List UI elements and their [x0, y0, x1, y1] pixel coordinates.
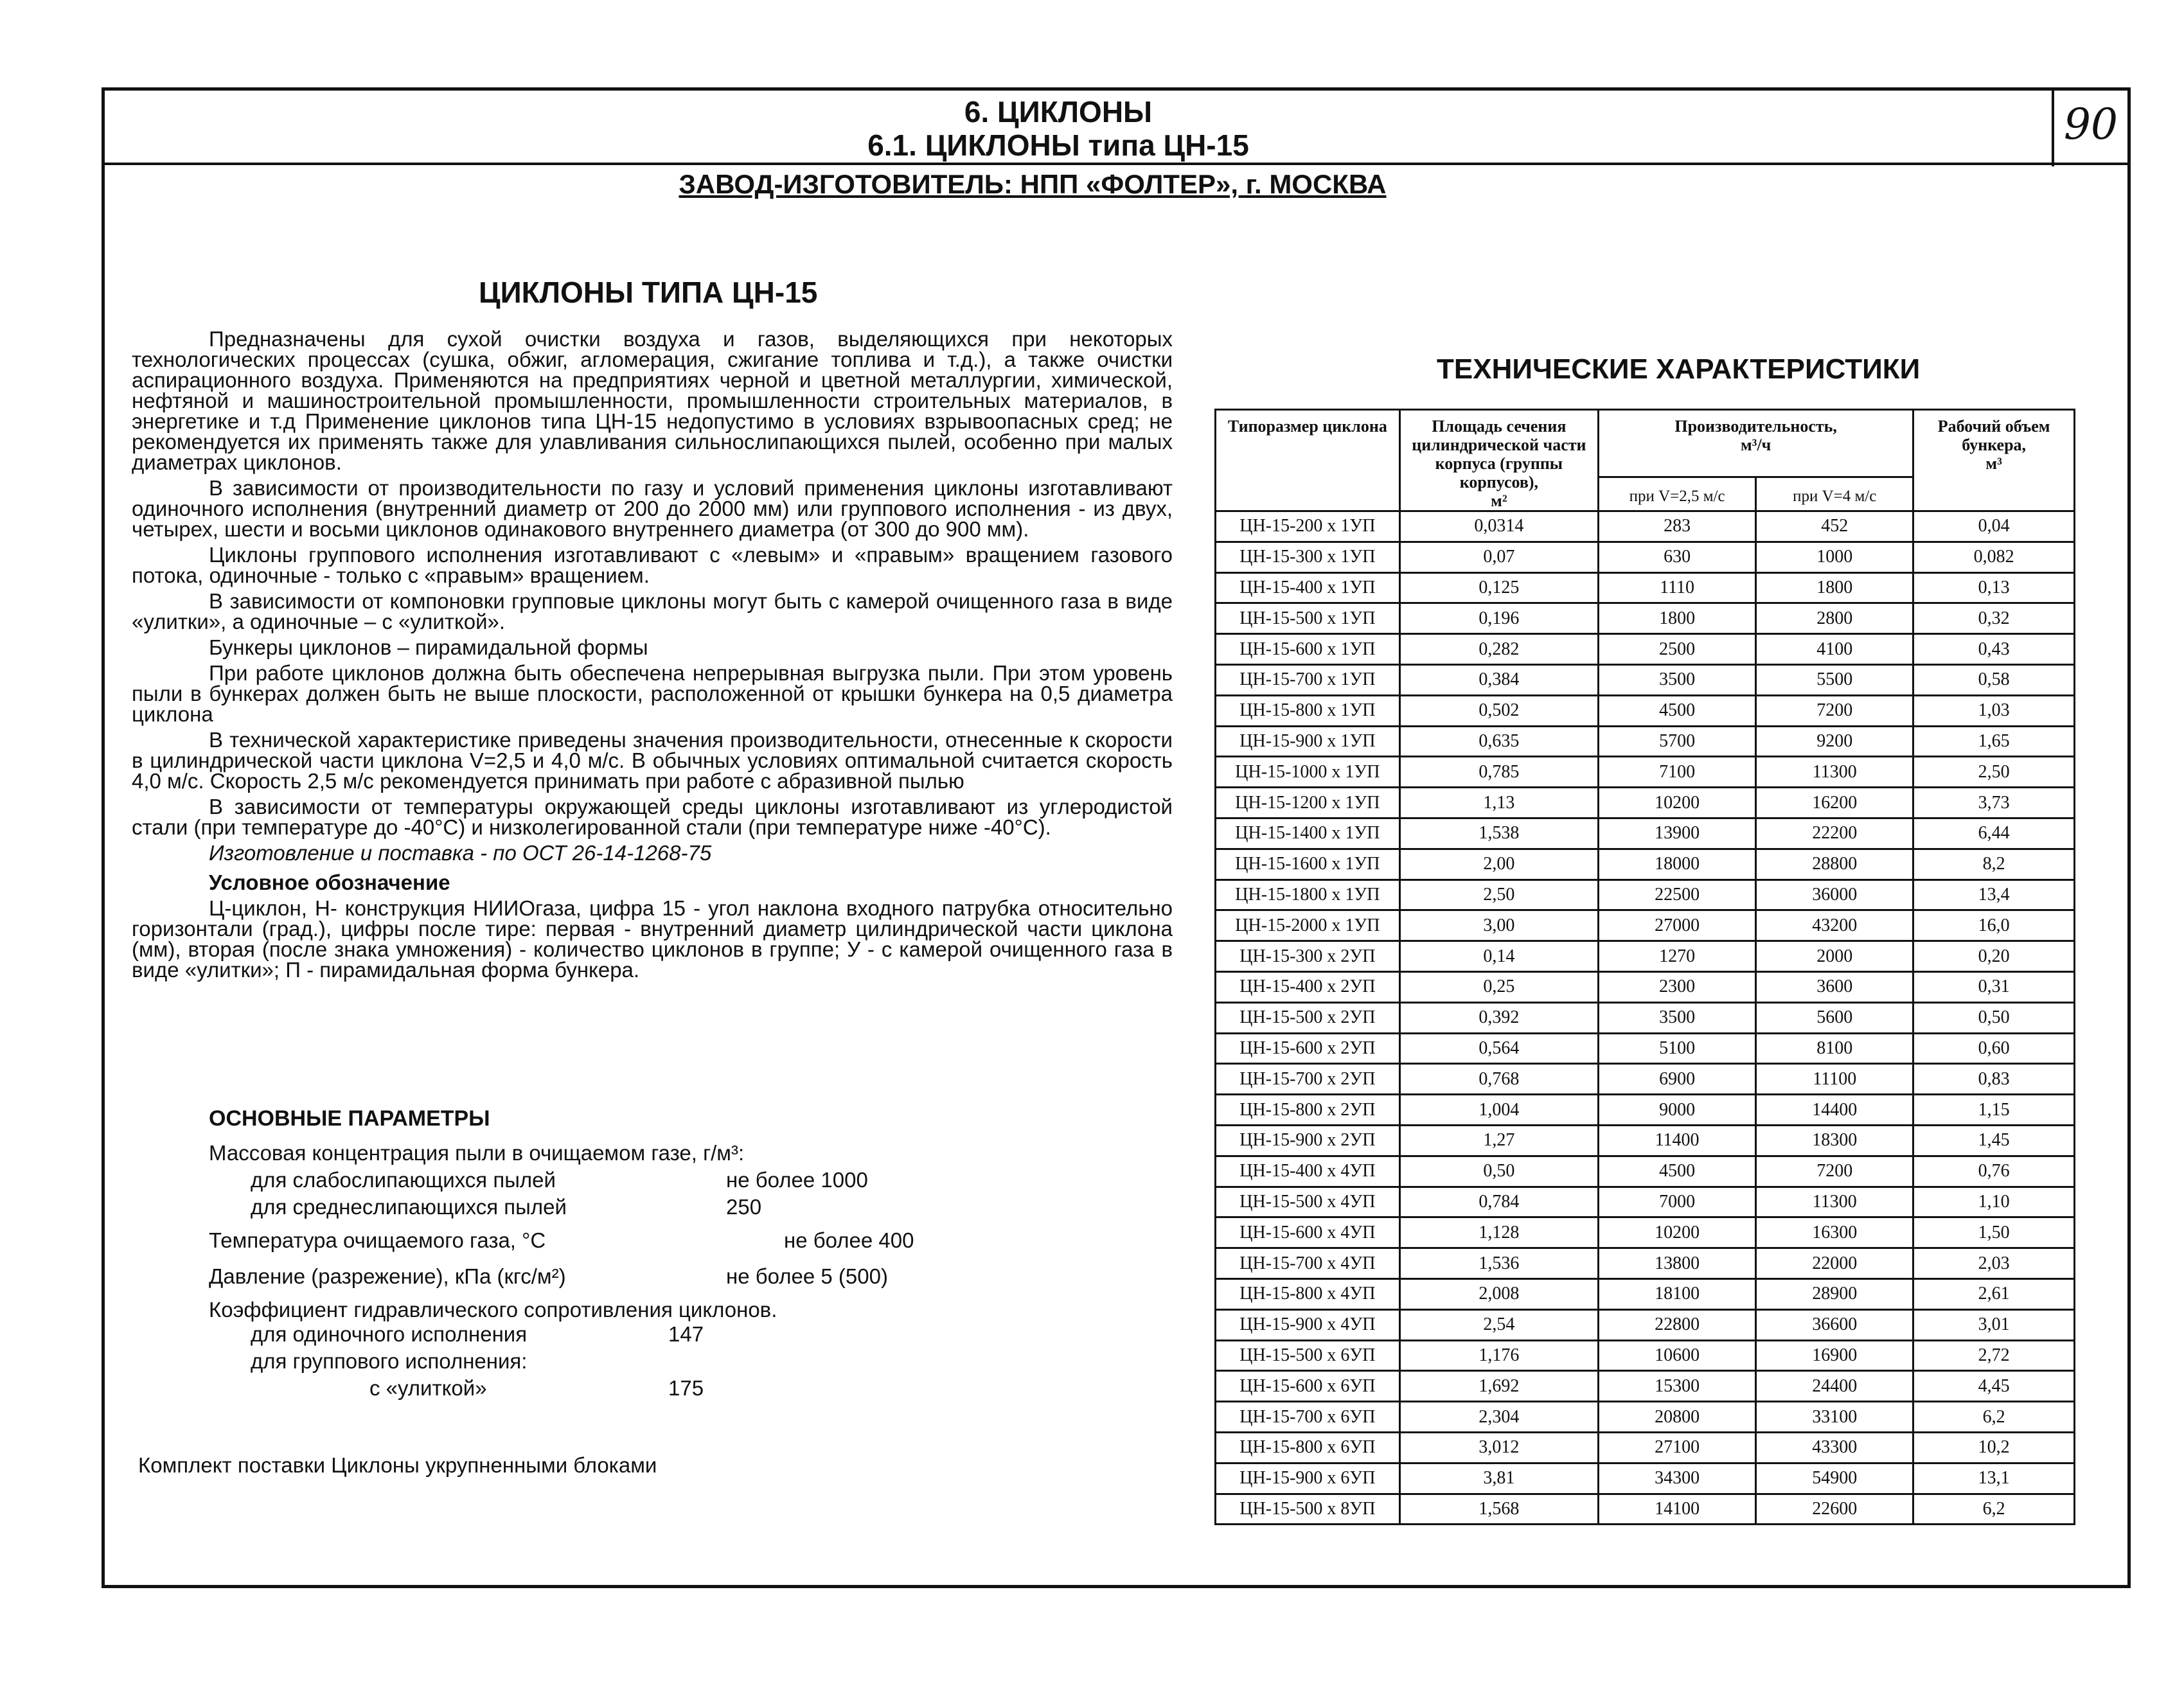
cell-area: 1,004	[1399, 1095, 1598, 1126]
cell-type: ЦН-15-900 х 6УП	[1216, 1463, 1400, 1494]
page-number-box	[2052, 91, 2127, 166]
cell-bunker: 0,31	[1913, 971, 2075, 1002]
cell-area: 0,502	[1399, 695, 1598, 726]
cell-type: ЦН-15-500 х 1УП	[1216, 603, 1400, 634]
cell-bunker: 2,03	[1913, 1248, 2075, 1279]
table-row	[1216, 634, 2075, 665]
cell-area: 0,784	[1399, 1187, 1598, 1217]
cell-capacity-v25: 1270	[1599, 941, 1756, 972]
header-capacity: Производительность, м³/ч	[1599, 410, 1913, 477]
table-row	[1216, 1033, 2075, 1064]
cell-bunker: 0,20	[1913, 941, 2075, 972]
header-bunker: Рабочий объем бункера, м³	[1913, 410, 2075, 511]
cell-type: ЦН-15-400 х 1УП	[1216, 572, 1400, 603]
cell-capacity-v25: 27100	[1599, 1432, 1756, 1463]
delivery-set: Комплект поставки Циклоны укрупненными блоками	[138, 1453, 657, 1477]
table-row	[1216, 572, 2075, 603]
table-row	[1216, 941, 2075, 972]
medium-label: для среднеслипающихся пылей	[251, 1195, 567, 1219]
cell-area: 1,176	[1399, 1340, 1598, 1371]
table-row	[1216, 1002, 2075, 1033]
cell-capacity-v25: 2500	[1599, 634, 1756, 665]
cell-area: 2,304	[1399, 1402, 1598, 1433]
cell-capacity-v25: 4500	[1599, 1156, 1756, 1187]
table-row	[1216, 849, 2075, 880]
cell-type: ЦН-15-2000 х 1УП	[1216, 910, 1400, 941]
cell-capacity-v4: 7200	[1756, 1156, 1913, 1187]
cell-type: ЦН-15-500 х 6УП	[1216, 1340, 1400, 1371]
table-row	[1216, 1402, 2075, 1433]
cell-capacity-v25: 13800	[1599, 1248, 1756, 1279]
paragraph: Циклоны группового исполнения изготавливают с «левым» и «правым» вращением газового потока, одиночные - только с «правым» вращением.	[132, 543, 1173, 587]
cell-type: ЦН-15-700 х 4УП	[1216, 1248, 1400, 1279]
description-block	[132, 329, 1173, 986]
cell-area: 1,13	[1399, 788, 1598, 818]
cell-capacity-v25: 2300	[1599, 971, 1756, 1002]
cell-capacity-v4: 43300	[1756, 1432, 1913, 1463]
cell-capacity-v25: 18000	[1599, 849, 1756, 880]
temp-label: Температура очищаемого газа, °С	[209, 1228, 546, 1252]
weak-value: не более 1000	[726, 1168, 868, 1192]
cell-capacity-v4: 36600	[1756, 1309, 1913, 1340]
cell-type: ЦН-15-200 х 1УП	[1216, 511, 1400, 542]
header-divider	[105, 163, 2127, 165]
cell-area: 0,392	[1399, 1002, 1598, 1033]
cell-type: ЦН-15-800 х 6УП	[1216, 1432, 1400, 1463]
cell-area: 0,0314	[1399, 511, 1598, 542]
cell-bunker: 2,61	[1913, 1278, 2075, 1309]
table-row	[1216, 1125, 2075, 1156]
cell-capacity-v4: 22200	[1756, 818, 1913, 849]
subsection-title: 6.1. ЦИКЛОНЫ типа ЦН-15	[867, 128, 1249, 162]
cell-capacity-v4: 36000	[1756, 880, 1913, 910]
cell-capacity-v25: 13900	[1599, 818, 1756, 849]
cell-area: 2,54	[1399, 1309, 1598, 1340]
paragraph: В технической характеристике приведены значения производительности, отнесенные к скорости в цилиндрической части циклона V=2,5 и 4,0 м/с. В обычных условиях оптимальной считается скорость 4,0 м/с. Скорость 2,5 м/с рекомендуется принимать при работе с абразивной пылью	[132, 728, 1173, 793]
section-title: 6. ЦИКЛОНЫ	[964, 95, 1153, 128]
cell-capacity-v25: 18100	[1599, 1278, 1756, 1309]
table-row	[1216, 1340, 2075, 1371]
cell-capacity-v25: 27000	[1599, 910, 1756, 941]
cell-area: 1,568	[1399, 1494, 1598, 1525]
table-row	[1216, 910, 2075, 941]
cell-type: ЦН-15-1000 х 1УП	[1216, 757, 1400, 788]
tech-table	[1214, 409, 2075, 1525]
header-v25: при V=2,5 м/с	[1599, 477, 1756, 511]
cell-type: ЦН-15-500 х 4УП	[1216, 1187, 1400, 1217]
cell-bunker: 0,43	[1913, 634, 2075, 665]
table-row	[1216, 1432, 2075, 1463]
cell-area: 2,50	[1399, 880, 1598, 910]
table-row	[1216, 1278, 2075, 1309]
cell-area: 1,27	[1399, 1125, 1598, 1156]
cell-capacity-v4: 4100	[1756, 634, 1913, 665]
cell-bunker: 8,2	[1913, 849, 2075, 880]
cell-type: ЦН-15-1200 х 1УП	[1216, 788, 1400, 818]
cell-area: 1,692	[1399, 1371, 1598, 1402]
main-title: ЦИКЛОНЫ ТИПА ЦН-15	[479, 276, 818, 309]
cell-bunker: 16,0	[1913, 910, 2075, 941]
cell-type: ЦН-15-1600 х 1УП	[1216, 849, 1400, 880]
cell-bunker: 1,15	[1913, 1095, 2075, 1126]
cell-type: ЦН-15-600 х 1УП	[1216, 634, 1400, 665]
designation-text: Ц-циклон, Н- конструкция НИИОгаза, цифра 15 - угол наклона входного патрубка относительно горизонтали (град.), цифры после тире: первая - внутренний диаметр цилиндрической части циклона (мм), вторая (после знака умножения) - количество циклонов в группе; У - с камерой очищенного газа в виде «улитки»; П - пирамидальная форма бункера.	[132, 896, 1173, 982]
paragraph: Предназначены для сухой очистки воздуха и газов, выделяющихся при некоторых технологических процессах (сушка, обжиг, агломерация, сжигание топлива и т.д.), а также очистки аспирационного воздуха. Применяются на предприятиях черной и цветной металлургии, химической, нефтяной и машиностроительной промышленности, промышленности строительных материалов, в энергетике и т.д Применение циклонов типа ЦН-15 недопустимо в условиях взрывоопасных сред; не рекомендуется их применять также для улавливания сильнослипающихся пылей, особенно при малых диаметрах циклонов.	[132, 327, 1173, 474]
cell-type: ЦН-15-600 х 6УП	[1216, 1371, 1400, 1402]
cell-bunker: 0,76	[1913, 1156, 2075, 1187]
cell-area: 0,564	[1399, 1033, 1598, 1064]
group-label: для группового исполнения:	[251, 1349, 528, 1373]
table-row	[1216, 1371, 2075, 1402]
cell-bunker: 1,50	[1913, 1217, 2075, 1248]
cell-area: 0,50	[1399, 1156, 1598, 1187]
cell-area: 1,538	[1399, 818, 1598, 849]
cell-capacity-v25: 7100	[1599, 757, 1756, 788]
paragraph: В зависимости от компоновки групповые циклоны могут быть с камерой очищенного газа в виде «улитки», а одиночные – с «улиткой».	[132, 589, 1173, 633]
cell-bunker: 13,4	[1913, 880, 2075, 910]
cell-capacity-v4: 22000	[1756, 1248, 1913, 1279]
cell-bunker: 10,2	[1913, 1432, 2075, 1463]
cell-capacity-v25: 11400	[1599, 1125, 1756, 1156]
cell-capacity-v25: 1800	[1599, 603, 1756, 634]
cell-bunker: 0,13	[1913, 572, 2075, 603]
cell-bunker: 2,72	[1913, 1340, 2075, 1371]
cell-area: 0,282	[1399, 634, 1598, 665]
cell-type: ЦН-15-500 х 8УП	[1216, 1494, 1400, 1525]
paragraph: Бункеры циклонов – пирамидальной формы	[209, 635, 648, 659]
cell-bunker: 3,01	[1913, 1309, 2075, 1340]
cell-area: 0,125	[1399, 572, 1598, 603]
cell-bunker: 1,65	[1913, 726, 2075, 757]
cell-capacity-v4: 452	[1756, 511, 1913, 542]
table-row	[1216, 1463, 2075, 1494]
cell-area: 1,128	[1399, 1217, 1598, 1248]
table-row	[1216, 788, 2075, 818]
cell-capacity-v4: 1800	[1756, 572, 1913, 603]
header-area: Площадь сечения цилиндрической части корпуса (группы корпусов), м²	[1399, 410, 1598, 511]
cell-capacity-v4: 28900	[1756, 1278, 1913, 1309]
table-row	[1216, 1064, 2075, 1095]
cell-bunker: 0,83	[1913, 1064, 2075, 1095]
cell-capacity-v25: 20800	[1599, 1402, 1756, 1433]
cell-bunker: 6,2	[1913, 1402, 2075, 1433]
cell-capacity-v4: 5500	[1756, 664, 1913, 695]
cell-bunker: 6,2	[1913, 1494, 2075, 1525]
cell-bunker: 6,44	[1913, 818, 2075, 849]
cell-type: ЦН-15-400 х 4УП	[1216, 1156, 1400, 1187]
paragraph: Изготовление и поставка - по ОСТ 26-14-1268-75	[209, 841, 712, 865]
cell-area: 3,00	[1399, 910, 1598, 941]
paragraph: При работе циклонов должна быть обеспечена непрерывная выгрузка пыли. При этом уровень пыли в бункерах должен быть не выше плоскости, расположенной от крышки бункера на 0,5 диаметра циклона	[132, 661, 1173, 726]
cell-capacity-v25: 7000	[1599, 1187, 1756, 1217]
cell-capacity-v4: 54900	[1756, 1463, 1913, 1494]
cell-capacity-v4: 3600	[1756, 971, 1913, 1002]
table-row	[1216, 971, 2075, 1002]
cell-area: 0,768	[1399, 1064, 1598, 1095]
cell-capacity-v4: 28800	[1756, 849, 1913, 880]
cell-capacity-v25: 10200	[1599, 788, 1756, 818]
table-row	[1216, 1309, 2075, 1340]
single-value: 147	[668, 1322, 704, 1346]
cell-capacity-v4: 8100	[1756, 1033, 1913, 1064]
cell-capacity-v25: 9000	[1599, 1095, 1756, 1126]
cell-bunker: 1,03	[1913, 695, 2075, 726]
cell-bunker: 0,04	[1913, 511, 2075, 542]
cell-capacity-v4: 11100	[1756, 1064, 1913, 1095]
conc-label: Массовая концентрация пыли в очищаемом газе, г/м³:	[209, 1141, 745, 1165]
cell-area: 2,00	[1399, 849, 1598, 880]
cell-area: 3,012	[1399, 1432, 1598, 1463]
cell-type: ЦН-15-800 х 2УП	[1216, 1095, 1400, 1126]
cell-capacity-v25: 34300	[1599, 1463, 1756, 1494]
cell-area: 1,536	[1399, 1248, 1598, 1279]
press-value: не более 5 (500)	[726, 1264, 888, 1288]
cell-area: 0,196	[1399, 603, 1598, 634]
cell-capacity-v25: 283	[1599, 511, 1756, 542]
cell-capacity-v4: 7200	[1756, 695, 1913, 726]
cell-capacity-v4: 2000	[1756, 941, 1913, 972]
cell-type: ЦН-15-800 х 1УП	[1216, 695, 1400, 726]
cell-type: ЦН-15-500 х 2УП	[1216, 1002, 1400, 1033]
cell-type: ЦН-15-700 х 1УП	[1216, 664, 1400, 695]
cell-type: ЦН-15-700 х 2УП	[1216, 1064, 1400, 1095]
cell-capacity-v4: 11300	[1756, 1187, 1913, 1217]
cell-area: 2,008	[1399, 1278, 1598, 1309]
table-row	[1216, 726, 2075, 757]
table-row	[1216, 542, 2075, 572]
cell-area: 3,81	[1399, 1463, 1598, 1494]
tech-table-body	[1216, 511, 2075, 1525]
cell-bunker: 0,32	[1913, 603, 2075, 634]
cell-capacity-v25: 6900	[1599, 1064, 1756, 1095]
params-title: ОСНОВНЫЕ ПАРАМЕТРЫ	[209, 1106, 490, 1131]
table-row	[1216, 1248, 2075, 1279]
cell-capacity-v4: 16200	[1756, 788, 1913, 818]
cell-type: ЦН-15-300 х 1УП	[1216, 542, 1400, 572]
paragraph: В зависимости от производительности по газу и условий применения циклоны изготавливают одиночного исполнения (внутренний диаметр от 200 до 2000 мм) или группового исполнения - из двух, четырех, шести и восьми циклонов одинакового внутреннего диаметра (от 300 до 900 мм).	[132, 476, 1173, 541]
table-row	[1216, 1156, 2075, 1187]
cell-capacity-v4: 33100	[1756, 1402, 1913, 1433]
cell-capacity-v4: 18300	[1756, 1125, 1913, 1156]
cell-bunker: 3,73	[1913, 788, 2075, 818]
table-row	[1216, 880, 2075, 910]
cell-area: 0,635	[1399, 726, 1598, 757]
table-row	[1216, 1095, 2075, 1126]
cell-type: ЦН-15-300 х 2УП	[1216, 941, 1400, 972]
manufacturer-line: ЗАВОД-ИЗГОТОВИТЕЛЬ: НПП «ФОЛТЕР», г. МОСКВА	[679, 169, 1387, 199]
cell-capacity-v25: 22500	[1599, 880, 1756, 910]
cell-type: ЦН-15-1400 х 1УП	[1216, 818, 1400, 849]
cell-type: ЦН-15-700 х 6УП	[1216, 1402, 1400, 1433]
table-row	[1216, 818, 2075, 849]
cell-area: 0,07	[1399, 542, 1598, 572]
cell-capacity-v25: 4500	[1599, 695, 1756, 726]
cell-capacity-v25: 10600	[1599, 1340, 1756, 1371]
snail-label: с «улиткой»	[369, 1376, 487, 1400]
cell-capacity-v25: 14100	[1599, 1494, 1756, 1525]
cell-capacity-v25: 22800	[1599, 1309, 1756, 1340]
cell-capacity-v4: 9200	[1756, 726, 1913, 757]
cell-capacity-v4: 1000	[1756, 542, 1913, 572]
cell-capacity-v25: 3500	[1599, 664, 1756, 695]
cell-type: ЦН-15-900 х 2УП	[1216, 1125, 1400, 1156]
cell-capacity-v4: 16900	[1756, 1340, 1913, 1371]
page-number: 90	[2064, 100, 2118, 149]
cell-area: 0,14	[1399, 941, 1598, 972]
cell-bunker: 0,58	[1913, 664, 2075, 695]
cell-bunker: 4,45	[1913, 1371, 2075, 1402]
cell-capacity-v25: 3500	[1599, 1002, 1756, 1033]
cell-area: 0,25	[1399, 971, 1598, 1002]
cell-type: ЦН-15-1800 х 1УП	[1216, 880, 1400, 910]
cell-capacity-v25: 15300	[1599, 1371, 1756, 1402]
header-v4: при V=4 м/с	[1756, 477, 1913, 511]
table-row	[1216, 1187, 2075, 1217]
cell-bunker: 1,10	[1913, 1187, 2075, 1217]
cell-capacity-v4: 22600	[1756, 1494, 1913, 1525]
snail-value: 175	[668, 1376, 704, 1400]
table-row	[1216, 1494, 2075, 1525]
medium-value: 250	[726, 1195, 762, 1219]
designation-title: Условное обозначение	[209, 871, 450, 894]
cell-capacity-v4: 24400	[1756, 1371, 1913, 1402]
cell-area: 0,785	[1399, 757, 1598, 788]
cell-capacity-v4: 16300	[1756, 1217, 1913, 1248]
cell-bunker: 0,50	[1913, 1002, 2075, 1033]
cell-capacity-v25: 5700	[1599, 726, 1756, 757]
cell-type: ЦН-15-900 х 4УП	[1216, 1309, 1400, 1340]
weak-label: для слабослипающихся пылей	[251, 1168, 556, 1192]
cell-area: 0,384	[1399, 664, 1598, 695]
cell-type: ЦН-15-800 х 4УП	[1216, 1278, 1400, 1309]
cell-bunker: 13,1	[1913, 1463, 2075, 1494]
single-label: для одиночного исполнения	[251, 1322, 528, 1346]
cell-capacity-v4: 11300	[1756, 757, 1913, 788]
cell-capacity-v4: 43200	[1756, 910, 1913, 941]
paragraph: В зависимости от температуры окружающей среды циклоны изготавливают из углеродистой стали (при температуре до -40°С) и низколегированной стали (при температуре ниже -40°С).	[132, 795, 1173, 839]
cell-type: ЦН-15-600 х 2УП	[1216, 1033, 1400, 1064]
cell-type: ЦН-15-900 х 1УП	[1216, 726, 1400, 757]
cell-capacity-v4: 2800	[1756, 603, 1913, 634]
header-type: Типоразмер циклона	[1216, 410, 1400, 511]
cell-capacity-v4: 5600	[1756, 1002, 1913, 1033]
table-row	[1216, 603, 2075, 634]
cell-capacity-v25: 5100	[1599, 1033, 1756, 1064]
cell-type: ЦН-15-600 х 4УП	[1216, 1217, 1400, 1248]
cell-capacity-v25: 10200	[1599, 1217, 1756, 1248]
cell-bunker: 0,082	[1913, 542, 2075, 572]
cell-bunker: 1,45	[1913, 1125, 2075, 1156]
table-row	[1216, 695, 2075, 726]
cell-type: ЦН-15-400 х 2УП	[1216, 971, 1400, 1002]
press-label: Давление (разрежение), кПа (кгс/м²)	[209, 1264, 566, 1288]
table-row	[1216, 1217, 2075, 1248]
cell-capacity-v25: 1110	[1599, 572, 1756, 603]
cell-capacity-v25: 630	[1599, 542, 1756, 572]
table-row	[1216, 757, 2075, 788]
temp-value: не более 400	[784, 1228, 914, 1252]
cell-bunker: 0,60	[1913, 1033, 2075, 1064]
cell-capacity-v4: 14400	[1756, 1095, 1913, 1126]
cell-bunker: 2,50	[1913, 757, 2075, 788]
tech-title: ТЕХНИЧЕСКИЕ ХАРАКТЕРИСТИКИ	[1437, 353, 1921, 385]
coef-label: Коэффициент гидравлического сопротивления циклонов.	[209, 1298, 777, 1322]
table-row	[1216, 511, 2075, 542]
table-row	[1216, 664, 2075, 695]
